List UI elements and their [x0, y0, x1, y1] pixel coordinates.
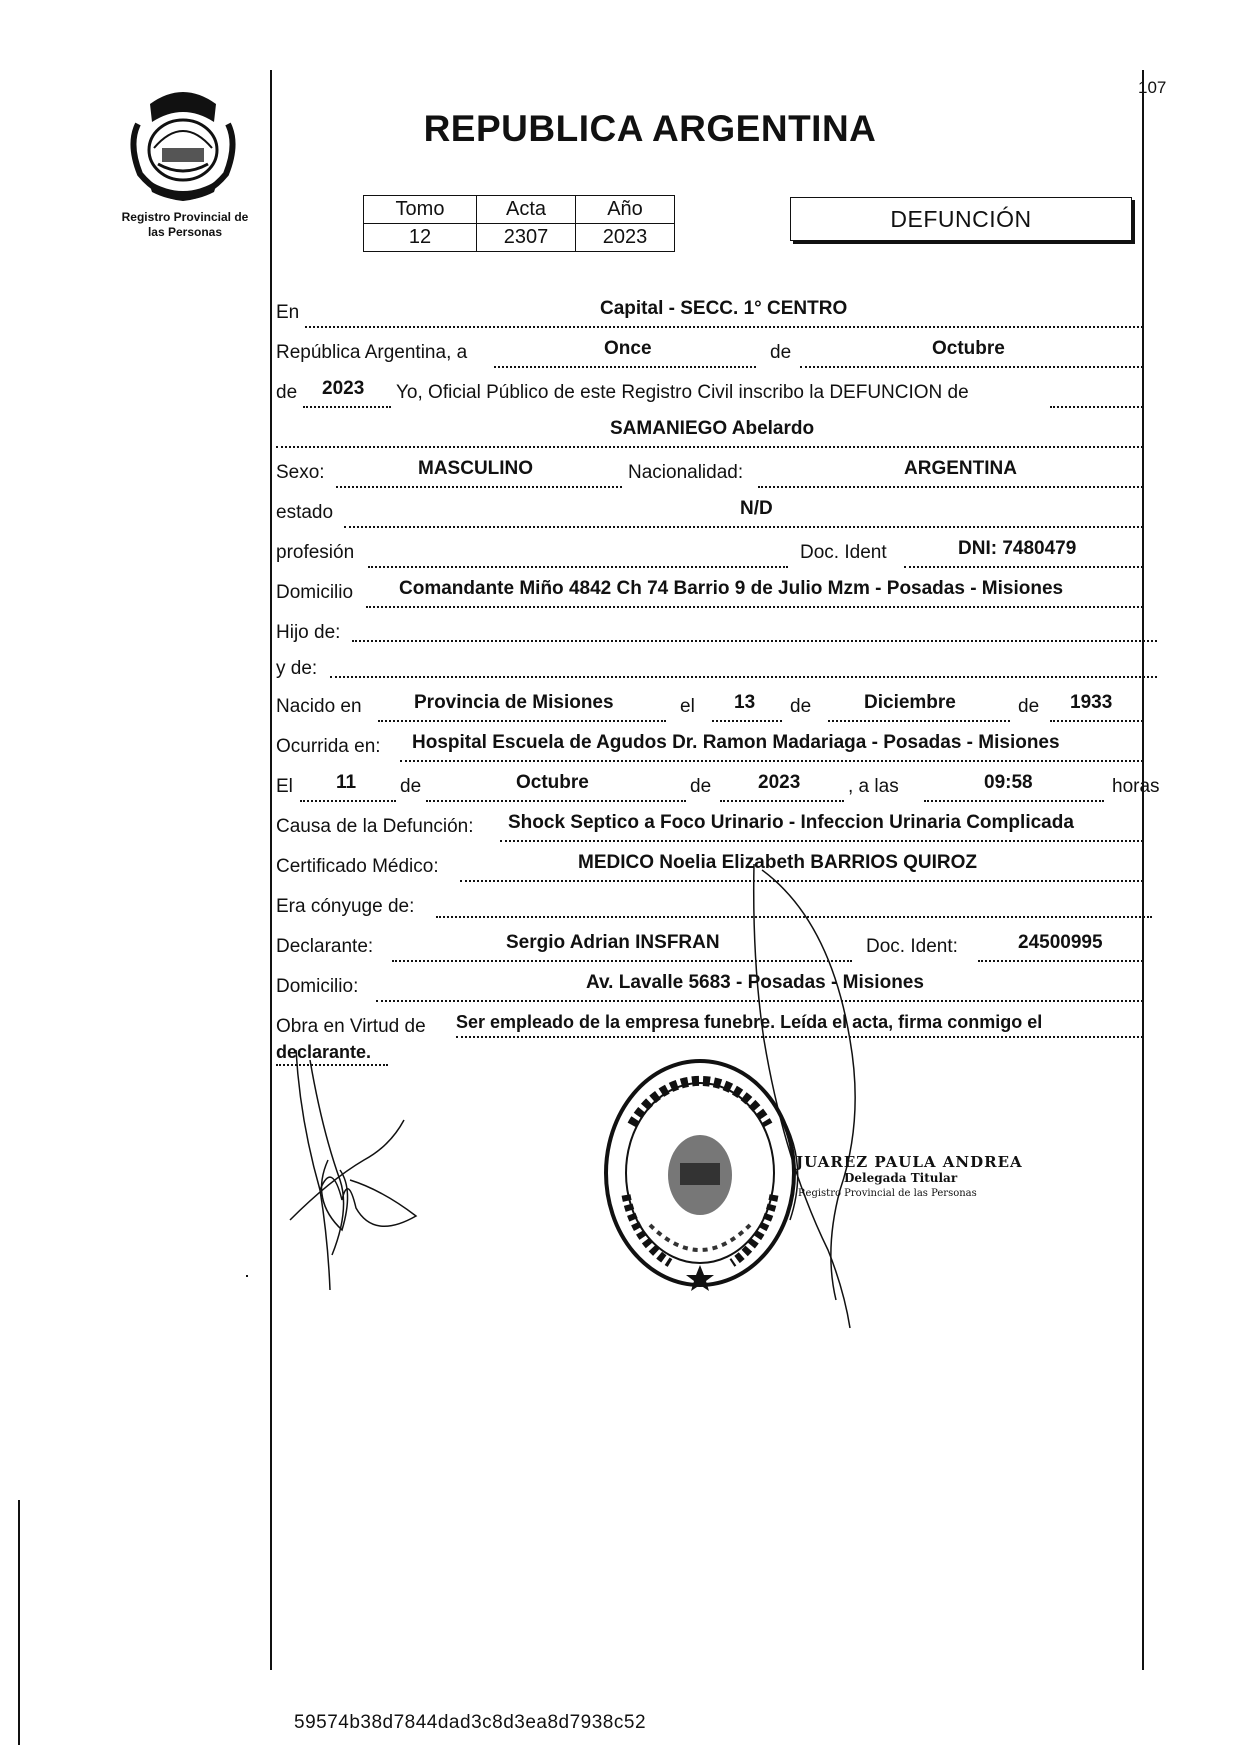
fecha-de1-label: de [400, 776, 422, 797]
death-day: 11 [336, 772, 357, 793]
death-time: 09:58 [984, 772, 1033, 793]
sexo-label: Sexo: [276, 462, 325, 483]
tomo-header: Tomo [364, 196, 477, 224]
scan-speck [246, 1275, 248, 1277]
profesion-label: profesión [276, 542, 355, 563]
registry-label [96, 210, 274, 240]
death-day-underline [300, 800, 396, 802]
hijo-de-label: Hijo de: [276, 622, 341, 643]
official-title: Delegada Titular [844, 1171, 958, 1185]
birth-day-underline [712, 720, 782, 722]
domicilio-underline [366, 606, 1143, 608]
anio-value: 2023 [576, 224, 675, 252]
registry-label-line2: las Personas [147, 225, 223, 239]
y-de-underline [330, 676, 1157, 678]
republica-label: República Argentina, a [276, 342, 468, 363]
death-year-underline [720, 800, 844, 802]
inscription-statement: Yo, Oficial Público de este Registro Civil inscribo la DEFUNCION de [396, 382, 969, 403]
fecha-de2-label: de [690, 776, 712, 797]
declarante-label: Declarante: [276, 936, 374, 957]
official-signature-scribble [740, 860, 890, 1330]
obra-label: Obra en Virtud de [276, 1016, 426, 1037]
ocurrida-label: Ocurrida en: [276, 736, 381, 757]
causa-underline [500, 840, 1143, 842]
acta-value: 2307 [477, 224, 576, 252]
hijo-de-underline [352, 640, 1157, 642]
birth-month: Diciembre [864, 692, 956, 713]
document-hash: 59574b38d7844dad3c8d3ea8d7938c52 [294, 1712, 647, 1733]
record-table-header-row [364, 196, 675, 224]
declarant-doc: 24500995 [1018, 932, 1103, 953]
nacido-el-label: el [680, 696, 695, 717]
en-underline [305, 326, 1143, 328]
province-emblem-logo [118, 84, 248, 204]
conyuge-label: Era cónyuge de: [276, 896, 415, 917]
nacionalidad-label: Nacionalidad: [628, 462, 744, 483]
month-underline [800, 366, 1143, 368]
declarante-doc-underline [978, 960, 1143, 962]
country-title: REPUBLICA ARGENTINA [423, 108, 877, 149]
domicilio-declarante-label: Domicilio: [276, 976, 359, 997]
cause-of-death: Shock Septico a Foco Urinario - Infeccion Urinaria Complicada [508, 812, 1074, 833]
right-margin-rule [1142, 70, 1144, 1670]
tomo-value: 12 [364, 224, 477, 252]
deceased-name-underline [276, 446, 1143, 448]
anio-header: Año [576, 196, 675, 224]
declarant-name: Sergio Adrian INSFRAN [506, 932, 720, 953]
causa-label: Causa de la Defunción: [276, 816, 474, 837]
y-de-label: y de: [276, 658, 318, 679]
official-office: Registro Provincial de las Personas [798, 1188, 977, 1199]
certificado-label: Certificado Médico: [276, 856, 439, 877]
nacido-label: Nacido en [276, 696, 362, 717]
birth-place-underline [378, 720, 666, 722]
act-month: Octubre [932, 338, 1005, 359]
ocurrida-underline [400, 760, 1143, 762]
estado-label: estado [276, 502, 334, 523]
obra-statement-line2: declarante. [276, 1042, 372, 1062]
birth-year: 1933 [1070, 692, 1113, 713]
act-year: 2023 [322, 378, 365, 399]
death-year: 2023 [758, 772, 801, 793]
sexo-underline [336, 486, 622, 488]
left-margin-rule [270, 70, 272, 1670]
nacionalidad-underline [758, 486, 1143, 488]
death-place: Hospital Escuela de Agudos Dr. Ramon Madariaga - Posadas - Misiones [412, 732, 1060, 753]
place-value: Capital - SECC. 1° CENTRO [600, 298, 848, 319]
obra-statement-line1: Ser empleado de la empresa funebre. Leída el acta, firma conmigo el [456, 1012, 1043, 1032]
declarante-doc-label: Doc. Ident: [866, 936, 958, 957]
statement-underline [1050, 406, 1143, 408]
deceased-name: SAMANIEGO Abelardo [610, 418, 815, 439]
nacionalidad-value: ARGENTINA [904, 458, 1017, 479]
birth-day: 13 [734, 692, 756, 713]
death-time-underline [924, 800, 1104, 802]
act-day-words: Once [604, 338, 652, 359]
nacido-de2-label: de [1018, 696, 1040, 717]
death-month: Octubre [516, 772, 589, 793]
estado-value: N/D [740, 498, 773, 519]
horas-label: horas [1112, 776, 1160, 797]
acta-header: Acta [477, 196, 576, 224]
official-name-stamp [796, 1154, 1036, 1202]
estado-underline [344, 526, 1143, 528]
declarant-address: Av. Lavalle 5683 - Posadas - Misiones [586, 972, 924, 993]
registry-label-line1: Registro Provincial de [121, 210, 249, 224]
birth-year-underline [1050, 720, 1143, 722]
scan-edge-line [18, 1500, 20, 1745]
deceased-address: Comandante Miño 4842 Ch 74 Barrio 9 de Julio Mzm - Posadas - Misiones [399, 578, 1064, 599]
day-words-underline [494, 366, 756, 368]
record-table-value-row [364, 224, 675, 252]
domicilio-label: Domicilio [276, 582, 354, 603]
profesion-underline [368, 566, 788, 568]
en-label: En [276, 302, 300, 323]
birth-month-underline [828, 720, 1010, 722]
nacido-de1-label: de [790, 696, 812, 717]
deceased-dni: DNI: 7480479 [958, 538, 1077, 559]
declarant-signature [270, 1040, 430, 1300]
death-month-underline [426, 800, 686, 802]
a-las-label: , a las [848, 776, 899, 797]
act-year-underline [303, 406, 391, 408]
doc-ident-underline [904, 566, 1143, 568]
page-number: 107 [1138, 78, 1167, 97]
fecha-el-label: El [276, 776, 293, 797]
act-type-box: DEFUNCIÓN [790, 197, 1132, 241]
year-de-label: de [276, 382, 298, 403]
republica-de-label: de [770, 342, 792, 363]
doc-ident-label: Doc. Ident [800, 542, 887, 563]
certifying-doctor: MEDICO Noelia Elizabeth BARRIOS QUIROZ [578, 852, 978, 873]
official-name: JUAREZ PAULA ANDREA [796, 1153, 1023, 1171]
sexo-value: MASCULINO [418, 458, 534, 479]
birth-place: Provincia de Misiones [414, 692, 614, 713]
record-number-table [363, 195, 675, 252]
